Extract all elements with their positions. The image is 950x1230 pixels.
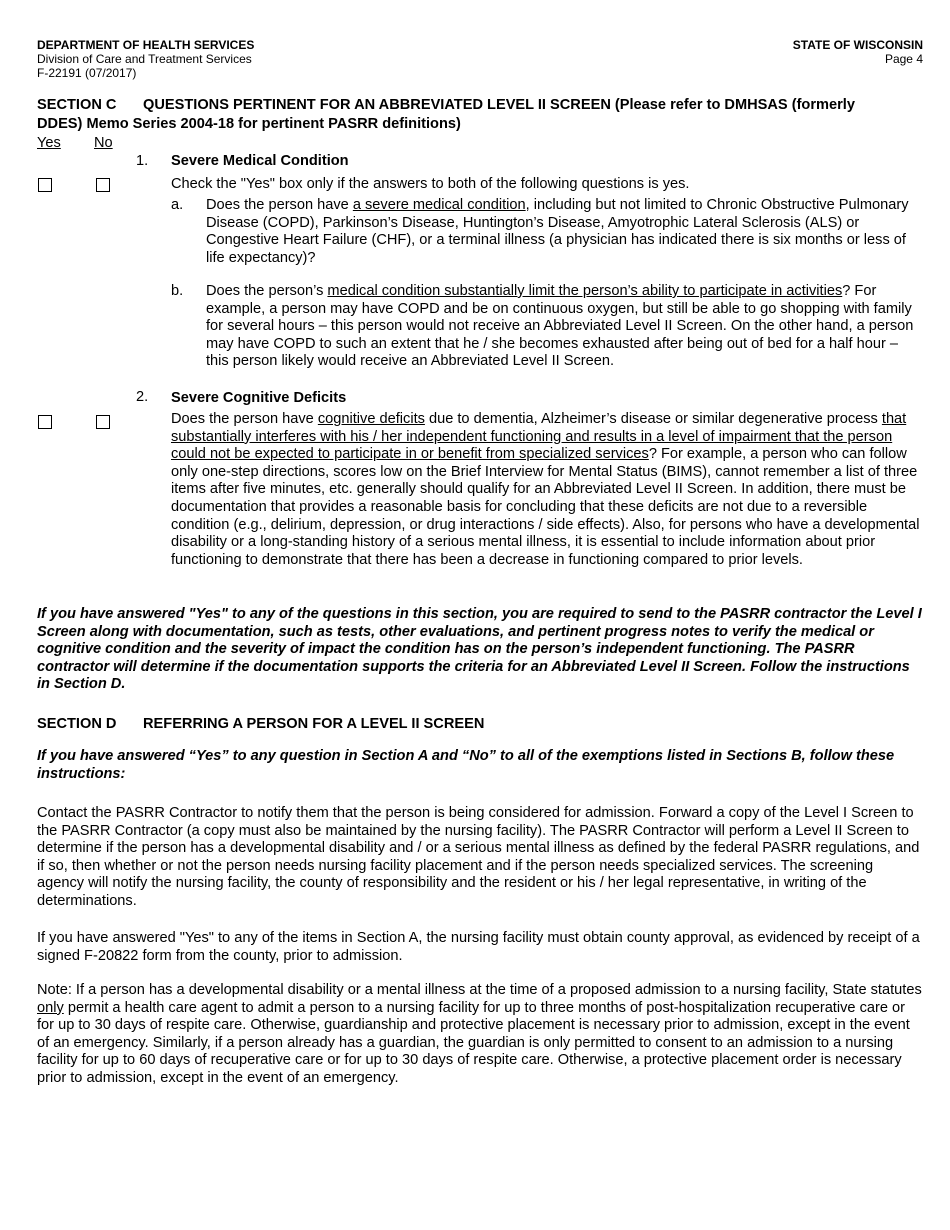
q2-heading: Severe Cognitive Deficits: [171, 390, 347, 406]
header-left: [37, 38, 254, 80]
q2-no-checkbox[interactable]: [96, 415, 110, 429]
q1-no-checkbox[interactable]: [96, 178, 110, 192]
yes-column-header: Yes: [37, 135, 61, 151]
q1a-label: a.: [171, 197, 184, 213]
q2-number: 2.: [136, 389, 149, 405]
state-name: STATE OF WISCONSIN: [792, 38, 923, 52]
no-column-header: No: [94, 135, 113, 151]
q2-yes-checkbox[interactable]: [38, 415, 52, 429]
section-d-paragraph-1: Contact the PASRR Contractor to notify them that the person is being considered for admission. Forward a copy of the Level I Screen to the PASRR Contractor (a copy must also be maintained by the nursing facility). The PASRR Contractor will perform a Level II Screen to determine if the person has a developmental disability and / or a serious mental illness as defined by the federal PASRR regulations, and if so, then whether or not the person needs nursing facility placement and if the person needs specialized services. The screening agency will notify the nursing facility, the county of responsibility and the resident or his / her legal representative, in writing of the determinations.: [37, 805, 920, 909]
q1-yes-checkbox[interactable]: [38, 178, 52, 192]
section-c-title-line1: QUESTIONS PERTINENT FOR AN ABBREVIATED LEVEL II SCREEN (Please refer to DMHSAS (formerly: [143, 97, 855, 113]
header-right: [793, 38, 923, 66]
section-c-title-line2: DDES) Memo Series 2004-18 for pertinent PASRR definitions): [37, 116, 461, 132]
section-d-paragraph-2: If you have answered "Yes" to any of the items in Section A, the nursing facility must obtain county approval, as evidenced by receipt of a signed F-20822 form from the county, prior to admission.: [37, 930, 920, 964]
q1b-label: b.: [171, 283, 184, 299]
q1-intro: Check the "Yes" box only if the answers to both of the following questions is yes.: [171, 176, 690, 192]
page-number: Page 4: [884, 52, 923, 66]
q1-heading: Severe Medical Condition: [171, 153, 349, 169]
form-id: F-22191 (07/2017): [37, 66, 137, 80]
section-d-label: SECTION D: [37, 716, 117, 732]
q1a-text: Does the person have a severe medical condition, including but not limited to Chronic Obstructive Pulmonary Disease (COPD), Parkinson’s Disease, Huntington’s Disease, Amyotrophic Lateral Sclerosis (ALS) or Congestive Heart Failure (CHF), or a terminal illness (a physician has indicated there is six months or less of life expectancy)?: [206, 197, 909, 266]
q2-text: Does the person have cognitive deficits due to dementia, Alzheimer’s disease or similar degenerative process that substantially interferes with his / her independent functioning and results in a level of impairment that the person could not be expected to participate in or benefit from specialized services? For example, a person who can follow only one-step directions, scores low on the Brief Interview for Mental Status (BIMS), cannot remember a list of three items after five minutes, etc. generally should qualify for an Abbreviated Level II Screen. In addition, there must be documentation that provides a reasonable basis for concluding that these deficits are not due to a reversible condition (e.g., delirium, depression, or drug interactions / side effects). Also, for persons who have a developmental disability or a long-standing history of a serious mental illness, it is essential to include information about prior functioning to demonstrate that there has been a decrease in functioning compared to prior levels.: [171, 411, 920, 568]
section-d-instruction: If you have answered “Yes” to any question in Section A and “No” to all of the exemptions listed in Sections B, follow these instructions:: [37, 748, 895, 782]
section-c-note: If you have answered "Yes" to any of the questions in this section, you are required to send to the PASRR contractor the Level I Screen along with documentation, such as tests, other evaluations, and pertinent progress notes to verify the medical or cognitive condition and the severity of impact the condition has on the person’s independent functioning. The PASRR contractor will determine if the documentation supports the criteria for an Abbreviated Level II Screen. Follow the instructions in Section D.: [37, 606, 922, 693]
section-d-paragraph-3: Note: If a person has a developmental disability or a mental illness at the time of a proposed admission to a nursing facility, State statutes only permit a health care agent to admit a person to a nursing facility for up to three months of post-hospitalization recuperative care or for up to 30 days of respite care. Otherwise, guardianship and protective placement is necessary prior to admission, except in the event of an emergency. Similarly, if a person already has a guardian, the guardian is only permitted to consent to an admission to a nursing facility for up to 60 days of recuperative care or for up to 30 days of respite care. Otherwise, a protective placement order is necessary prior to admission, except in the event of an emergency.: [37, 982, 922, 1086]
q1-number: 1.: [136, 153, 149, 169]
q1b-text: Does the person’s medical condition substantially limit the person’s ability to participate in activities? For example, a person may have COPD and be on continuous oxygen, but still be able to go shopping with family for several hours – this person would not receive an Abbreviated Level II Screen. On the other hand, a person may have COPD to such an extent that he / she becomes exhausted after being out of bed for a half hour – this person likely would receive an Abbreviated Level II Screen.: [206, 283, 914, 370]
section-d-title: REFERRING A PERSON FOR A LEVEL II SCREEN: [143, 716, 485, 732]
section-c-label: SECTION C: [37, 97, 117, 113]
department-name: DEPARTMENT OF HEALTH SERVICES: [37, 38, 255, 52]
division-name: Division of Care and Treatment Services: [37, 52, 252, 66]
